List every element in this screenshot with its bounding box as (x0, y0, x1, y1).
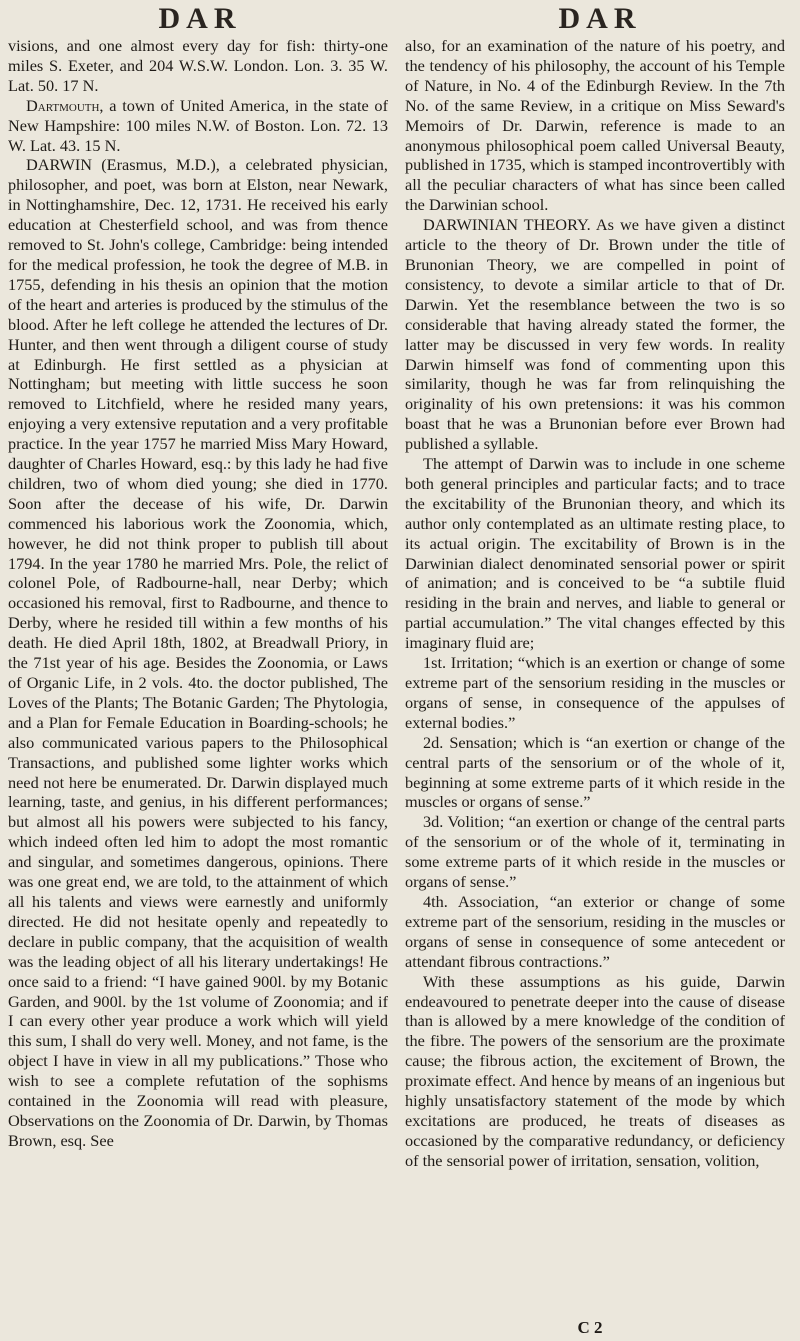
entry-text: a town of United America, in the state of New Hampshire: 100 miles N.W. of Boston. Lon. 72. 13 W. Lat. 43. 15 N. (8, 95, 388, 155)
running-head-right: DAR (558, 2, 642, 35)
paragraph: visions, and one almost every day for fish: thirty-one miles S. Exeter, and 204 W.S.W. London. Lon. 3. 35 W. Lat. 50. 17 N. (8, 36, 388, 95)
entry-text: (Erasmus, M.D.), a celebrated physician, philosopher, and poet, was born at Elston, near Newark, in Nottinghamshire, Dec. 12, 1731. He received his early education at Chesterfield school, and was from thence removed to St. John's college, Cambridge: being intended for the medical profession, he took the degree of M.B. in 1755, defending in his thesis an opinion that the motion of the heart and arteries is produced by the stimulus of the blood. After he left college he attended the lectures of Dr. Hunter, and then went through a diligent course of study at Edinburgh. He first settled as a physician at Nottingham; but meeting with little success he soon removed to Litchfield, where he resided many years, enjoying a very extensive reputation and a very profitable practice. In the year 1757 he married Miss Mary Howard, daughter of Charles Howard, esq.: by this lady he had five children, two of whom died young; she died in 1770. Soon after the decease of his wife, Dr. Darwin commenced his laborious work the Zoonomia, which, however, he did not think proper to publish till about 1794. In the year 1780 he married Mrs. Pole, the relict of colonel Pole, of Radbourne-hall, near Derby; which occasioned his removal, first to Radbourne, and thence to Derby, where he resided till within a few months of his death. He died April 18th, 1802, at Breadwall Priory, in the 71st year of his age. Besides the Zoonomia, or Laws of Organic Life, in 2 vols. 4to. the doctor published, The Loves of the Plants; The Botanic Garden; The Phytologia, and a Plan for Female Education in Boarding-schools; he also communicated various papers to the Philosophical Transactions, and published some lighter works which need not here be enumerated. Dr. Darwin displayed much learning, taste, and genius, in his different performances; but almost all his powers were subjected to his fancy, which indeed often led him to adopt the most romantic and singular, and sometimes dangerous, opinions. There was one great end, we are told, to the attainment of which all his talents and views were earnestly and uniformly directed. He did not hesitate openly and repeatedly to declare in public company, that the acquisition of wealth was the leading object of all his literary undertakings! He once said to a friend: “I have gained 900l. by my Botanic Garden, and 900l. by the 1st volume of Zoonomia; and if I can every other year produce a work which will yield this sum, I shall do very well. Money, and not fame, is the object I have in view in all my publications.” Those who wish to see a complete refutation of the sophisms contained in the Zoonomia will read with pleasure, Observations on the Zoonomia of Dr. Darwin, by Thomas Brown, esq. See (8, 155, 388, 1150)
entry-text: As we have given a distinct article to the theory of Dr. Brown under the title of Brunonian Theory, we are compelled in point of consistency, to devote a similar article to that of Dr. Darwin. Yet the resemblance between the two is so considerable that having already stated the former, the latter may be discussed in very few words. In reality Darwin himself was fond of commenting upon this similarity, though he was far from relinquishing the originality of his own pretensions: it was his common boast that he was a Brunonian before ever Brown had published a syllable. (405, 215, 785, 454)
paragraph (405, 215, 785, 454)
paragraph (8, 155, 388, 1150)
entry-headword: DARWINIAN THEORY. (423, 215, 591, 235)
paragraph: 1st. Irritation; “which is an exertion or change of some extreme part of the sensorium residing in the muscles or organs of sense, in consequence of the appulses of external bodies.” (405, 653, 785, 732)
entry-headword: DARWIN (26, 155, 93, 175)
paragraph: 3d. Volition; “an exertion or change of the central parts of the sensorium or of the whole of it, terminating in some extreme parts of it which reside in the muscles or organs of sense.” (405, 812, 785, 892)
text-column-right (405, 36, 785, 1326)
text-column-left (8, 36, 388, 1326)
paragraph: 2d. Sensation; which is “an exertion or change of the central parts of the sensorium or of the whole of it, beginning at some extreme parts of it which reside in the muscles or organs of sense.” (405, 732, 785, 812)
paragraph: With these assumptions as his guide, Darwin endeavoured to penetrate deeper into the cause of disease than is allowed by a mere knowledge of the condition of the fibre. The powers of the sensorium are the proximate cause; the fibrous action, the excitement of Brown, the proximate effect. And hence by means of an ingenious but highly unsatisfactory statement of the mode by which excitations are produced, he treats of diseases as occasioned by the comparative redundancy, or deficiency of the sensorial power of irritation, sensation, volition, (405, 971, 785, 1170)
entry-headword: Dartmouth, (26, 95, 104, 115)
running-head-left: DAR (158, 2, 242, 35)
paragraph (8, 96, 388, 156)
paragraph: The attempt of Darwin was to include in one scheme both general principles and particular facts; and to trace the excitability of the Brunonian theory, and which its author only contemplated as an ultimate resting place, to its actual origin. The excitability of Brown is in the Darwinian dialect denominated sensorial power or spirit of animation; and is conceived to be “a subtile fluid residing in the brain and nerves, and liable to general or partial accumulation.” The vital changes effected by this imaginary fluid are; (405, 454, 785, 653)
paragraph: 4th. Association, “an exterior or change of some extreme part of the sensorium, residing in the muscles or organs of sense in consequence of some antecedent or attendant fibrous contractions.” (405, 891, 785, 971)
signature-mark: C 2 (577, 1318, 603, 1337)
paragraph: also, for an examination of the nature of his poetry, and the tendency of his philosophy, the account of his Temple of Nature, in No. 4 of the Edinburgh Review. In the 7th No. of the same Review, in a critique on Miss Seward's Memoirs of Dr. Darwin, reference is made to an anonymous philosophical poem called Universal Beauty, published in 1735, which is stamped incontrovertibly with all the peculiar characters of what has since been called the Darwinian school. (405, 36, 785, 215)
